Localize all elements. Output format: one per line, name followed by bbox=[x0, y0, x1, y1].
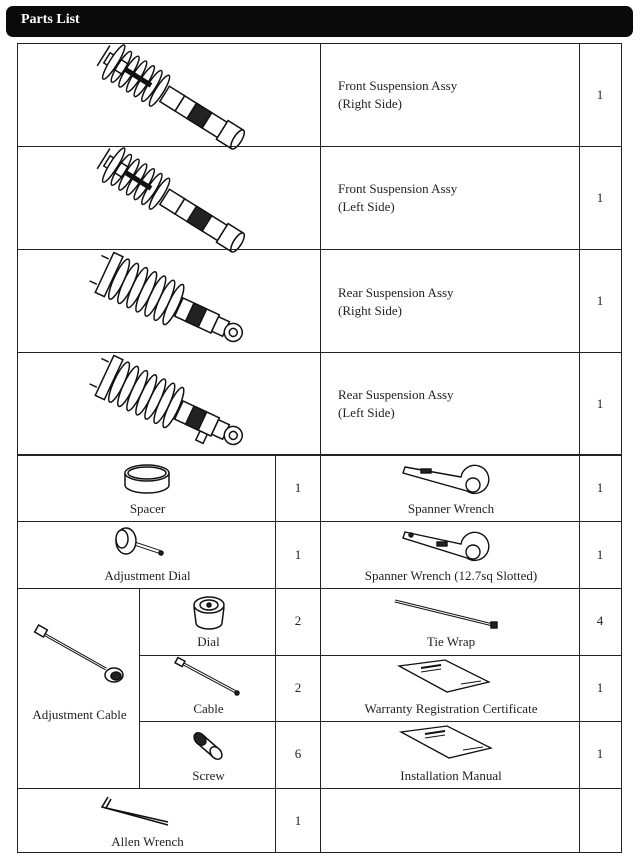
quantity: 1 bbox=[294, 480, 302, 495]
front-coilover-icon bbox=[18, 44, 322, 148]
suspension-name-cell bbox=[320, 146, 580, 250]
quantity: 4 bbox=[596, 613, 604, 628]
part-name: Dial bbox=[197, 634, 220, 649]
warranty-cell bbox=[320, 655, 580, 722]
quantity: 1 bbox=[294, 813, 302, 828]
adjustment-cable-cell bbox=[17, 588, 140, 789]
quantity-cell bbox=[275, 521, 321, 589]
rear-coilover-icon bbox=[18, 353, 322, 457]
parts-list-header bbox=[6, 6, 633, 37]
quantity-cell bbox=[275, 721, 321, 789]
quantity-cell bbox=[579, 352, 622, 456]
empty-quantity-cell bbox=[579, 788, 622, 853]
spanner-wrench-cell bbox=[320, 454, 580, 522]
quantity: 6 bbox=[294, 746, 302, 761]
tie-wrap-cell bbox=[320, 588, 580, 656]
suspension-name-cell bbox=[320, 352, 580, 456]
quantity-cell bbox=[579, 43, 622, 147]
quantity-cell bbox=[275, 588, 321, 656]
part-side: (Right Side) bbox=[338, 303, 402, 318]
quantity-cell bbox=[579, 454, 622, 522]
part-name: Spacer bbox=[129, 501, 166, 516]
part-name: Warranty Registration Certificate bbox=[364, 701, 538, 716]
adjustment-dial-cell bbox=[17, 521, 276, 589]
spanner-wrench-slotted-cell bbox=[320, 521, 580, 589]
dial-cell bbox=[139, 588, 276, 656]
suspension-image-cell bbox=[17, 43, 321, 147]
quantity-cell bbox=[275, 788, 321, 853]
front-coilover-icon bbox=[18, 147, 322, 251]
part-side: (Right Side) bbox=[338, 96, 402, 111]
part-name: Adjustment Dial bbox=[104, 568, 191, 583]
part-name: Tie Wrap bbox=[426, 634, 476, 649]
quantity: 2 bbox=[294, 613, 302, 628]
part-name: Screw bbox=[192, 768, 225, 783]
quantity: 1 bbox=[596, 396, 604, 411]
screw-cell bbox=[139, 721, 276, 789]
part-name: Allen Wrench bbox=[111, 834, 184, 849]
part-name: Cable bbox=[193, 701, 224, 716]
quantity-cell bbox=[579, 521, 622, 589]
quantity: 1 bbox=[596, 190, 604, 205]
quantity: 1 bbox=[294, 547, 302, 562]
cable-cell bbox=[139, 655, 276, 722]
quantity-cell bbox=[579, 588, 622, 656]
quantity: 1 bbox=[596, 480, 604, 495]
part-name: Front Suspension Assy bbox=[338, 78, 458, 93]
rear-coilover-icon bbox=[18, 250, 322, 354]
parts-list-title: Parts List bbox=[21, 12, 80, 27]
installation-manual-cell bbox=[320, 721, 580, 789]
spacer-cell bbox=[17, 454, 276, 522]
suspension-name-cell bbox=[320, 249, 580, 353]
quantity: 2 bbox=[294, 680, 302, 695]
suspension-image-cell bbox=[17, 249, 321, 353]
part-side: (Left Side) bbox=[338, 405, 395, 420]
suspension-name-cell bbox=[320, 43, 580, 147]
part-name: Rear Suspension Assy bbox=[338, 387, 454, 402]
parts-table bbox=[17, 43, 622, 853]
quantity-cell bbox=[579, 655, 622, 722]
allen-wrench-cell bbox=[17, 788, 276, 853]
part-name: Spanner Wrench (12.7sq Slotted) bbox=[364, 568, 538, 583]
adjustment-cable-icon bbox=[18, 589, 141, 790]
part-name: Rear Suspension Assy bbox=[338, 285, 454, 300]
empty-cell bbox=[320, 788, 580, 853]
quantity-cell bbox=[275, 454, 321, 522]
quantity-cell bbox=[579, 721, 622, 789]
quantity: 1 bbox=[596, 87, 604, 102]
quantity: 1 bbox=[596, 547, 604, 562]
quantity: 1 bbox=[596, 680, 604, 695]
part-name: Adjustment Cable bbox=[32, 707, 127, 722]
part-side: (Left Side) bbox=[338, 199, 395, 214]
part-name: Installation Manual bbox=[400, 768, 502, 783]
part-name: Front Suspension Assy bbox=[338, 181, 458, 196]
suspension-image-cell bbox=[17, 352, 321, 456]
quantity-cell bbox=[275, 655, 321, 722]
quantity-cell bbox=[579, 146, 622, 250]
quantity-cell bbox=[579, 249, 622, 353]
part-name: Spanner Wrench bbox=[407, 501, 495, 516]
suspension-image-cell bbox=[17, 146, 321, 250]
quantity: 1 bbox=[596, 746, 604, 761]
quantity: 1 bbox=[596, 293, 604, 308]
